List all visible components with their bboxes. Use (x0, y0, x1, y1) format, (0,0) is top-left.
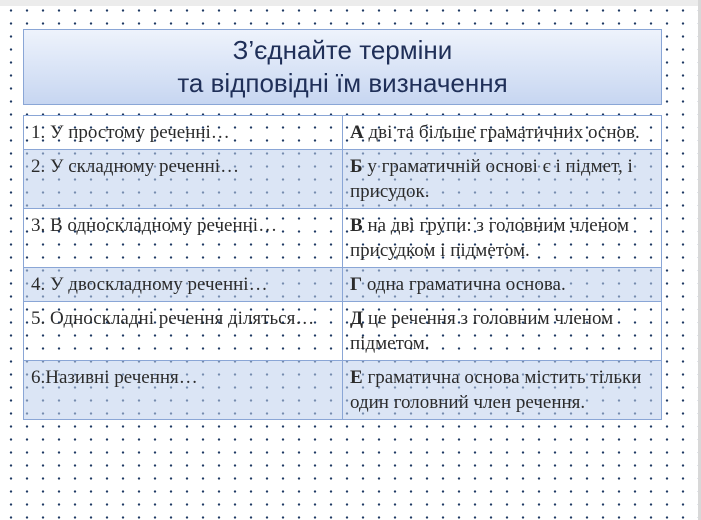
definition-text: дві та більше граматичних основ. (363, 122, 640, 143)
term-cell: 6.Називні речення… (24, 361, 343, 420)
definition-cell (343, 268, 662, 302)
table-row (24, 302, 662, 361)
definition-letter: Г (350, 274, 363, 295)
definition-text: на дві групи: з головним членом присудком і підметом. (350, 215, 630, 261)
table-row (24, 150, 662, 209)
definition-cell (343, 150, 662, 209)
table-row (24, 209, 662, 268)
definition-letter: Е (350, 367, 363, 388)
matching-table (23, 115, 662, 420)
term-cell: 1. У простому реченні… (24, 116, 343, 150)
definition-text: граматична основа містить тільки один головний член речення. (350, 367, 642, 413)
definition-letter: В (350, 215, 363, 236)
definition-cell (343, 302, 662, 361)
definition-text: це речення з головним членом підметом. (350, 308, 614, 354)
table-row (24, 116, 662, 150)
top-rule (0, 0, 701, 6)
definition-letter: А (350, 122, 364, 143)
table-row (24, 361, 662, 420)
title-line-2: та відповідні їм визначення (177, 68, 508, 98)
title-line-1: З’єднайте терміни (232, 35, 453, 65)
definition-letter: Б (350, 156, 363, 177)
slide-title (23, 29, 662, 105)
table-row (24, 268, 662, 302)
definition-cell (343, 361, 662, 420)
definition-letter: Д (350, 308, 364, 329)
term-cell: 3. В односкладному реченні… (24, 209, 343, 268)
definition-text: у граматичній основі є і підмет, і присудок. (350, 156, 633, 202)
definition-cell (343, 209, 662, 268)
term-cell: 2. У складному реченні… (24, 150, 343, 209)
term-cell: 5. Односкладні речення діляться… (24, 302, 343, 361)
term-cell: 4. У двоскладному реченні… (24, 268, 343, 302)
definition-cell (343, 116, 662, 150)
definition-text: одна граматична основа. (362, 274, 566, 295)
